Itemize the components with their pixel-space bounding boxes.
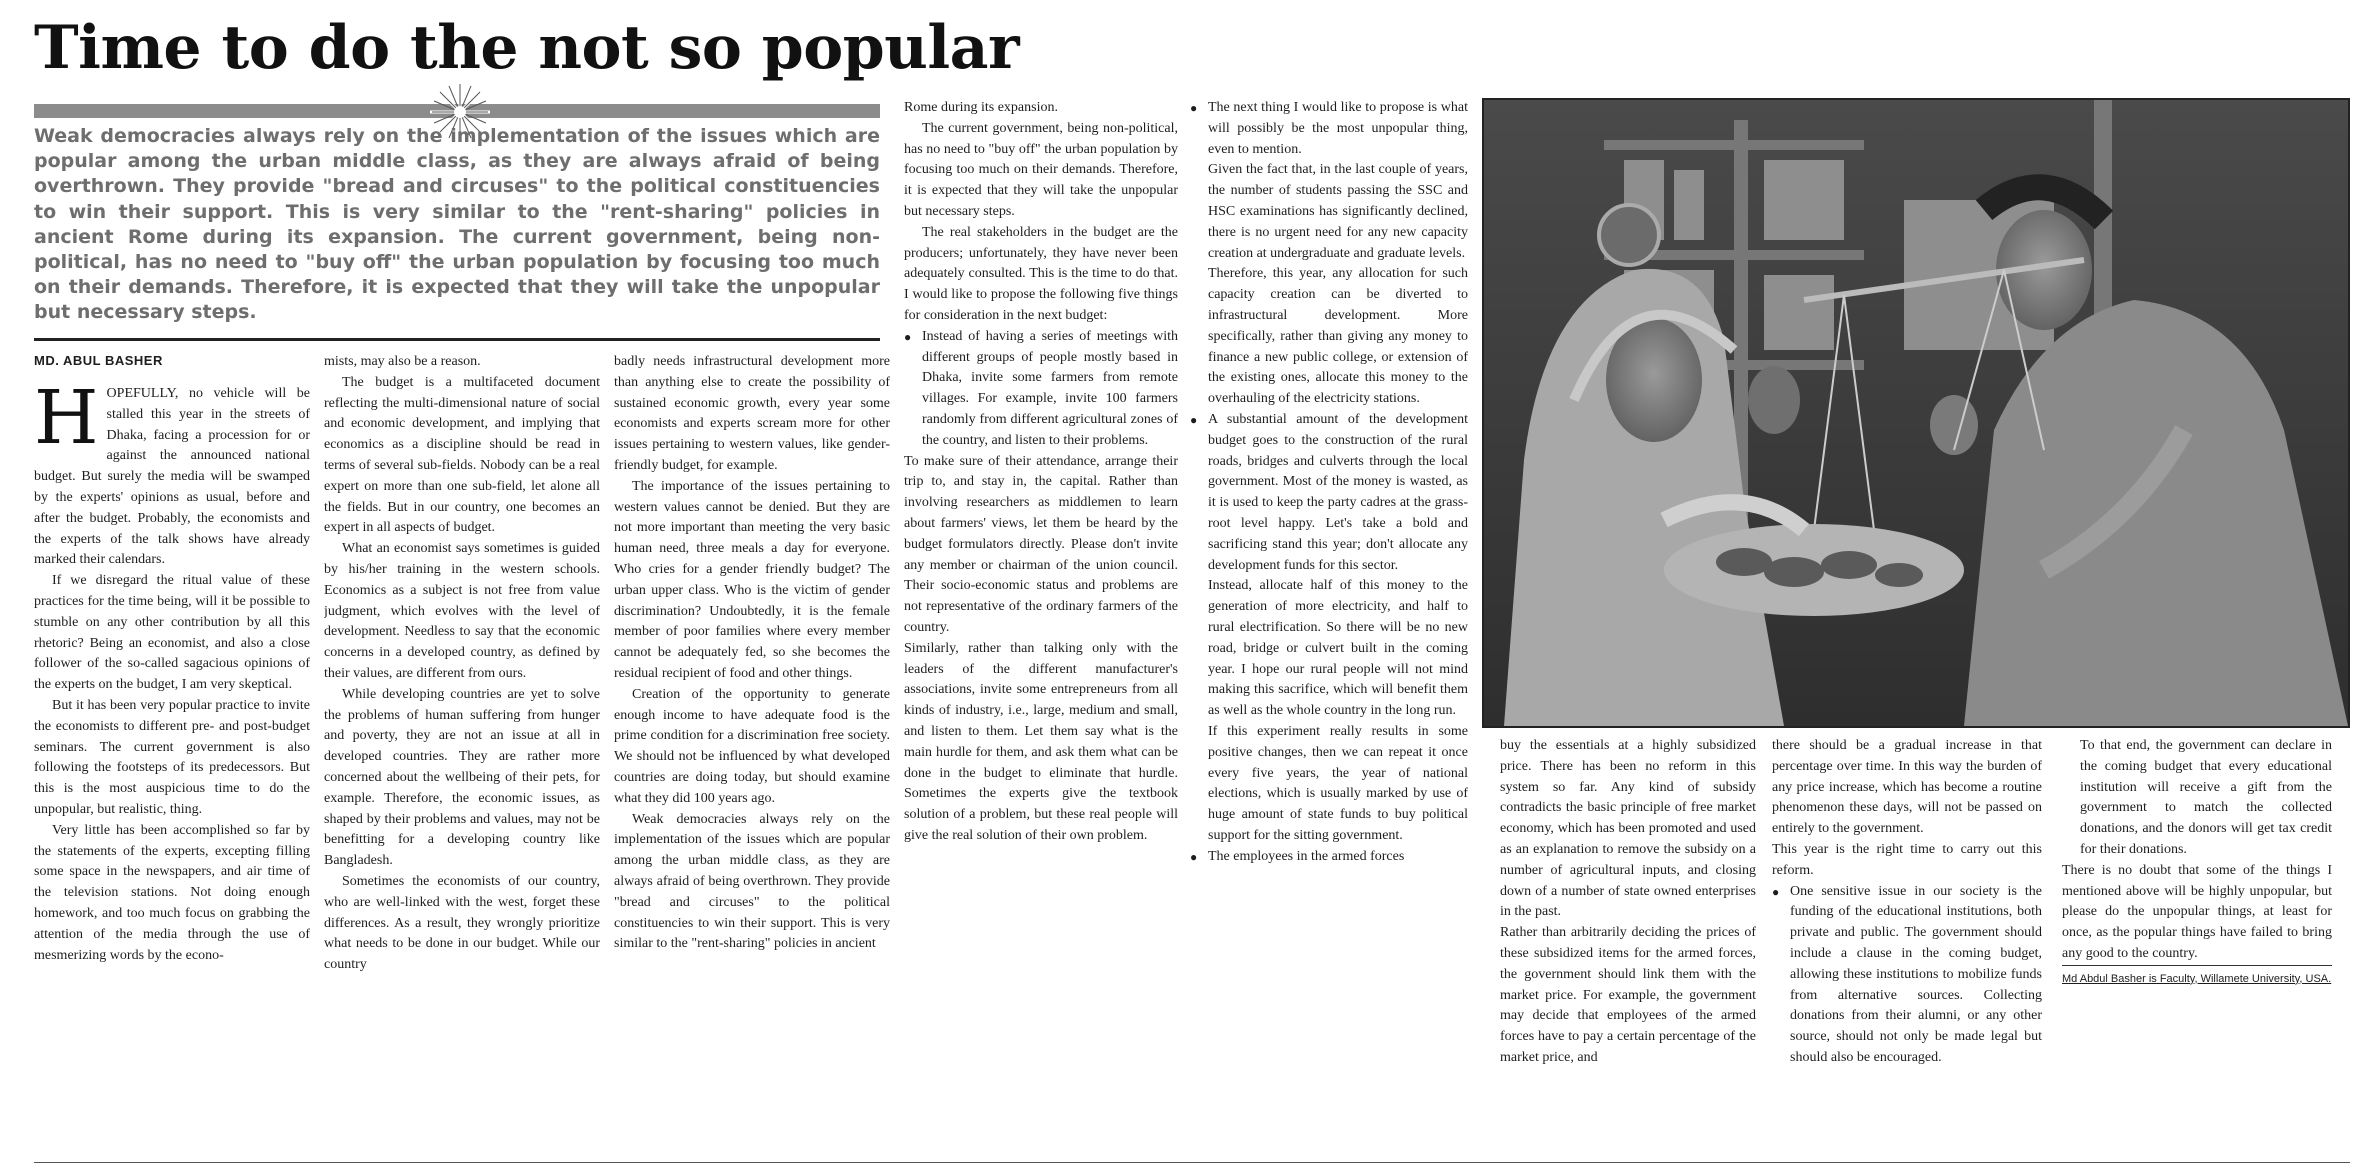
paragraph: there should be a gradual increase in that percentage over time. In this way the burden of any price increase, which has become a routine phenomenon these days, will not be passed on entirely to the government.	[1772, 738, 2042, 837]
column-2	[324, 352, 600, 1158]
headline: Time to do the not so popular	[34, 13, 1020, 83]
drop-cap: H	[34, 375, 99, 461]
paragraph: Given the fact that, in the last couple of years, the number of students passing the SSC and HSC examinations has significantly declined, there is no urgent need for any new capacity creation at undergraduate and graduate levels.	[1208, 162, 1468, 261]
paragraph: This year is the right time to carry out this reform.	[1772, 841, 2042, 878]
market-photo	[1482, 98, 2350, 728]
proposal-item: ● One sensitive issue in our society is the funding of the educational institutions, both private and public. The government should include a clause in the coming budget, allowing these institutions to mobilize funds from alternative sources. Collecting donations from their alumni, or any other source, should not only be made legal but should also be encouraged.	[1772, 882, 2042, 1069]
proposal-item: ● Instead of having a series of meetings with different groups of people mostly based in Dhaka, invite some farmers from remote villages. For example, invite 100 farmers randomly from different agricultural zones of the country, and listen to their problems.	[904, 327, 1178, 452]
paragraph: mists, may also be a reason.	[324, 354, 481, 369]
proposal-item: ● The next thing I would like to propose is what will possibly be the most unpopular thing, even to mention.	[1190, 98, 1468, 160]
deck-divider	[34, 338, 880, 341]
paragraph: The importance of the issues pertaining to western values cannot be denied. But they are not more important than meeting the very basic human need, three meals a day for everyone. Who cries for a gender friendly budget? The urban upper class. Who is the victim of gender discrimination? Undoubtedly, it is the female member of poor families where every member cannot be adequately fed, so she becomes the residual recipient of food and other things.	[614, 478, 890, 681]
paragraph: The current government, being non-political, has no need to "buy off" the urban population by focusing too much on their demands. Therefore, it is expected that they will take the unpopular but necessary steps.	[904, 120, 1178, 219]
paragraph: Very little has been accomplished so far by the statements of the experts, excepting filling some space in the newspapers, and air time of the television stations. Not doing enough homework, and too much focus on grabbing the attention of the media through the use of mesmerizing words by the econo-	[34, 822, 310, 963]
paragraph: There is no doubt that some of the things I mentioned above will be highly unpopular, but please do the unpopular things, at least for once, as the popular things have failed to bring any good to the country.	[2062, 862, 2332, 961]
column-8	[2062, 736, 2332, 1158]
author-footnote: Md Abdul Basher is Faculty, Willamete University, USA.	[2062, 965, 2332, 986]
paragraph-text: OPEFULLY, no vehicle will be stalled this year in the streets of Dhaka, facing a procession for or against the announced national budget. But surely the media will be swamped by the experts' opinions as usual, before and after the budget. Probably, the economists and the experts of the talk shows have already marked their calendars.	[34, 386, 310, 568]
proposal-item: ● The employees in the armed forces	[1190, 847, 1468, 868]
paragraph: But it has been very popular practice to invite the economists to different pre- and post-budget seminars. The current government is also following the footsteps of its predecessors. But this is the most auspicious time to do the unpopular, but realistic, thing.	[34, 697, 310, 817]
paragraph: What an economist says sometimes is guided by his/her training in the western schools. Economics as a subject is not free from value judgment, which evolves with the level of development. Needless to say that the economic concerns in a developed country, as defined by their values, are different from ours.	[324, 541, 600, 681]
column-5	[1190, 98, 1468, 1158]
column-4	[904, 98, 1178, 1158]
photo-market-scale-icon	[1484, 100, 2348, 726]
paragraph: The real stakeholders in the budget are the producers; unfortunately, they have never been adequately consulted. This is the time to do that. I would like to propose the following five things for consideration in the next budget:	[904, 224, 1178, 323]
lead-paragraph	[34, 375, 310, 571]
article-deck: Weak democracies always rely on the implementation of the issues which are popular among the urban middle class, as they are always afraid of being overthrown. They provide "bread and circuses" to the political constituencies to win their support. This is very similar to the "rent-sharing" policies in ancient Rome during its expansion. The current government, being non-political, has no need to "buy off" the urban population by focusing too much on their demands. Therefore, it is expected that they will take the unpopular but necessary steps.	[34, 125, 880, 324]
paragraph: Weak democracies always rely on the implementation of the issues which are popular among the urban middle class, as they are always afraid of being overthrown. They provide "bread and circuses" to the political constituencies to win their support. This is very similar to the "rent-sharing" policies in ancient	[614, 811, 890, 952]
byline: MD. ABUL BASHER	[34, 353, 163, 368]
paragraph: badly needs infrastructural development more than anything else to create the possibility of sustained economic growth, every year some economists and experts scream more for other issues pertaining to western values, like gender-friendly budget, for example.	[614, 354, 890, 473]
paragraph: Creation of the opportunity to generate enough income to have adequate food is the prime condition for a discrimination free society. We should not be influenced by what developed countries are doing today, but should examine what they did 100 years ago.	[614, 686, 890, 806]
paragraph: To make sure of their attendance, arrange their trip to, and stay in, the capital. Rather than involving researchers as middlemen to learn about farmers' views, let them be heard by the budget formulators directly. Please don't invite any member or chairman of the union council. Their socio-economic status and problems are not representative of the ordinary farmers of the country.	[904, 453, 1178, 635]
column-7	[1772, 736, 2042, 1158]
paragraph: If we disregard the ritual value of these practices for the time being, will it be possible to stumble on any other contribution by all this rhetoric? Being an economist, and also a close follower of the so-called sagacious opinions of the experts on the budget, I am very skeptical.	[34, 573, 310, 693]
paragraph: Similarly, rather than talking only with the leaders of the different manufacturer's associations, invite some entrepreneurs from all kinds of industry, i.e., large, medium and small, and listen to them. Let them say what is the main hurdle for them, and ask them what can be done in the budget to eliminate that hurdle. Sometimes the experts give the textbook solution of a problem, but these real people will give the real solution of their own problem.	[904, 640, 1178, 843]
page-bottom-rule	[34, 1162, 2350, 1163]
paragraph: Rather than arbitrarily deciding the prices of these subsidized items for the armed forces, the government should link them with the market price. For example, the government may decide that employees of the armed forces have to pay a certain percentage of the market price, and	[1500, 925, 1756, 1065]
paragraph: If this experiment really results in some positive changes, then we can repeat it once every five years, the year of national elections, which is usually marked by use of huge amount of state funds to buy political support for the sitting government.	[1208, 723, 1468, 843]
column-6	[1500, 736, 1756, 1158]
paragraph: Sometimes the economists of our country, who are well-linked with the west, forget these differences. As a result, they wrongly prioritize what needs to be done in our budget. While our country	[324, 873, 600, 973]
column-1	[34, 352, 310, 1158]
column-3	[614, 352, 890, 1158]
paragraph: To that end, the government can declare in the coming budget that every educational institution will receive a gift from the government to match the collected donations, and the donors will get tax credit for their donations.	[2080, 738, 2332, 857]
paragraph: buy the essentials at a highly subsidized price. There has been no reform in this system so far. Any kind of subsidy contradicts the basic principle of free market economy, which has been promoted and used as an explanation to remove the subsidy on a number of agricultural inputs, and closing down of a number of state owned enterprises in the past.	[1500, 738, 1756, 920]
paragraph: The budget is a multifaceted document reflecting the multi-dimensional nature of social and economic development, and implying that economics as a discipline should be read in terms of several sub-fields. Nobody can be a real expert on more than one sub-field, let alone all the fields. But in our country, one becomes an expert in all aspects of budget.	[324, 374, 600, 536]
paragraph: Instead, allocate half of this money to the generation of more electricity, and half to rural electrification. So there will be no new road, bridge or culvert built in the coming year. I hope our rural people will not mind making this sacrifice, which will benefit them as well as the whole country in the long run.	[1208, 578, 1468, 719]
paragraph: Rome during its expansion.	[904, 100, 1058, 115]
paragraph: While developing countries are yet to solve the problems of human suffering from hunger and poverty, they are not an issue at all in developed countries. They are rather more concerned about the wellbeing of their pets, for example. Therefore, the economic issues, as shaped by their problems and values, may not be benefitting for a developing country like Bangladesh.	[324, 686, 600, 869]
paragraph: Therefore, this year, any allocation for such capacity creation can be diverted to infrastructural development. More specifically, rather than giving any money to finance a new public college, or extension of the existing ones, allocate this money to the overhauling of the electricity stations.	[1208, 266, 1468, 407]
proposal-item: ● A substantial amount of the development budget goes to the construction of the rural roads, bridges and culverts through the local government. Most of the money is wasted, as it is used to keep the party cadres at the grass-root level happy. Let's take a bold and sacrificing stand this year; don't allocate any development funds for this sector.	[1190, 410, 1468, 576]
